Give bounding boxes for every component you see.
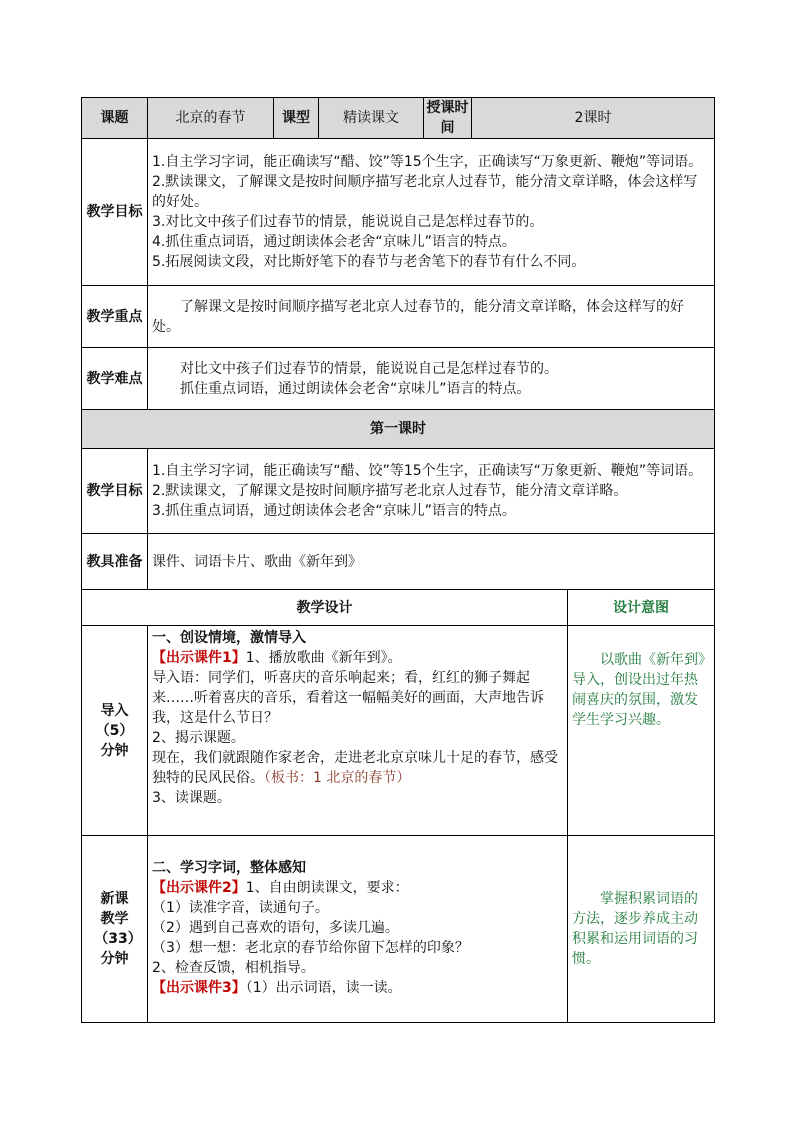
lesson1-goal-2: 2.默读课文，了解课文是按时间顺序描写老北京人过春节，能分清文章详略。 — [152, 483, 628, 499]
intro-content — [148, 626, 568, 836]
intro-line-4 — [152, 748, 563, 788]
lesson1-goals-row — [82, 449, 715, 534]
unit-goals-label: 教学目标 — [82, 139, 148, 286]
unit-goal-5: 5.拓展阅读文段，对比斯妤笔下的春节与老舍笔下的春节有什么不同。 — [152, 254, 586, 270]
lesson-plan-table — [81, 97, 715, 1023]
newlesson-ppt2-tag: 【出示课件2】 — [152, 880, 246, 896]
lesson1-goals-label: 教学目标 — [82, 449, 148, 534]
newlesson-ppt2-line — [152, 878, 563, 898]
newlesson-ppt3-text: （1）出示词语，读一读。 — [245, 980, 402, 996]
time-label: 授课时间 — [424, 98, 472, 139]
newlesson-ppt2-text: 1、自由朗读课文，要求： — [245, 880, 409, 896]
intro-ppt-line — [152, 648, 563, 668]
type-value: 精读课文 — [319, 98, 424, 139]
unit-goal-3: 3.对比文中孩子们过春节的情景，能说说自己是怎样过春节的。 — [152, 214, 544, 230]
newlesson-req-2: （2）遇到自己喜欢的语句，多读几遍。 — [152, 920, 399, 936]
design-col-header: 教学设计 — [82, 590, 568, 626]
lesson1-goals-content — [148, 449, 715, 534]
intro-line-5: 3、读课题。 — [152, 790, 231, 806]
intro-row — [82, 626, 715, 836]
newlesson-ppt3-line — [152, 978, 563, 998]
type-label: 课型 — [274, 98, 319, 139]
unit-goal-4: 4.抓住重点词语，通过朗读体会老舍“京味儿”语言的特点。 — [152, 234, 516, 250]
unit-goal-1: 1.自主学习字词，能正确读写“醋、饺”等15个生字，正确读写“万象更新、鞭炮”等词语。 — [152, 154, 703, 170]
lesson1-goal-3: 3.抓住重点词语，通过朗读体会老舍“京味儿”语言的特点。 — [152, 503, 516, 519]
unit-goals-content — [148, 139, 715, 286]
course-label: 课题 — [82, 98, 148, 139]
header-row — [82, 98, 715, 139]
intro-line-2: 导入语：同学们，听喜庆的音乐响起来；看，红红的狮子舞起来……听着喜庆的音乐，看着这一幅幅美好的画面，大声地告诉我，这是什么节日？ — [152, 670, 544, 726]
difficult-point-1: 对比文中孩子们过春节的情景，能说说自己是怎样过春节的。 — [180, 360, 558, 377]
lesson1-goal-1: 1.自主学习字词，能正确读写“醋、饺”等15个生字，正确读写“万象更新、鞭炮”等词语。 — [152, 463, 703, 479]
unit-goal-2: 2.默读课文，了解课文是按时间顺序描写老北京人过春节，能分清文章详略，体会这样写的好处。 — [152, 174, 698, 210]
design-header-row — [82, 590, 715, 626]
intro-line-3: 2、揭示课题。 — [152, 730, 245, 746]
course-value: 北京的春节 — [148, 98, 274, 139]
unit-goals-row — [82, 139, 715, 286]
intro-ppt-tag: 【出示课件1】 — [152, 650, 246, 666]
intro-line-4-text: 现在，我们就跟随作家老舍，走进老北京京味儿十足的春节，感受独特的民风民俗。 — [152, 750, 558, 786]
newlesson-ppt3-tag: 【出示课件3】 — [152, 980, 246, 996]
newlesson-row — [82, 836, 715, 1023]
newlesson-intent: 掌握积累词语的方法，逐步养成主动积累和运用词语的习惯。 — [568, 836, 715, 1023]
intro-label: 导入（5）分钟 — [82, 626, 148, 836]
lesson1-tools-label: 教具准备 — [82, 534, 148, 590]
intro-ppt-text: 1、播放歌曲《新年到》。 — [245, 650, 402, 666]
intro-board: （板书：1 北京的春节） — [264, 770, 411, 786]
intro-intent: 以歌曲《新年到》导入，创设出过年热闹喜庆的氛围，激发学生学习兴趣。 — [568, 626, 715, 836]
lesson1-title: 第一课时 — [82, 410, 715, 449]
key-points-label: 教学重点 — [82, 286, 148, 348]
difficult-points-label: 教学难点 — [82, 348, 148, 410]
difficult-point-2: 抓住重点词语，通过朗读体会老舍“京味儿”语言的特点。 — [180, 380, 531, 397]
newlesson-req-3: （3）想一想：老北京的春节给你留下怎样的印象？ — [152, 940, 469, 956]
intro-heading: 一、创设情境，激情导入 — [152, 630, 306, 646]
newlesson-req-1: （1）读准字音，读通句子。 — [152, 900, 329, 916]
difficult-points-row — [82, 348, 715, 410]
newlesson-label: 新课教学（33）分钟 — [82, 836, 148, 1023]
key-points-text: 了解课文是按时间顺序描写老北京人过春节的，能分清文章详略，体会这样写的好处。 — [148, 286, 715, 348]
key-points-row — [82, 286, 715, 348]
time-value: 2课时 — [472, 98, 715, 139]
lesson1-tools: 课件、词语卡片、歌曲《新年到》 — [148, 534, 715, 590]
newlesson-content — [148, 836, 568, 1023]
lesson1-title-row — [82, 410, 715, 449]
lesson1-tools-row — [82, 534, 715, 590]
newlesson-step-2: 2、检查反馈，相机指导。 — [152, 960, 315, 976]
intent-col-header: 设计意图 — [568, 590, 715, 626]
difficult-points-content — [148, 348, 715, 410]
newlesson-heading: 二、学习字词，整体感知 — [152, 860, 306, 876]
